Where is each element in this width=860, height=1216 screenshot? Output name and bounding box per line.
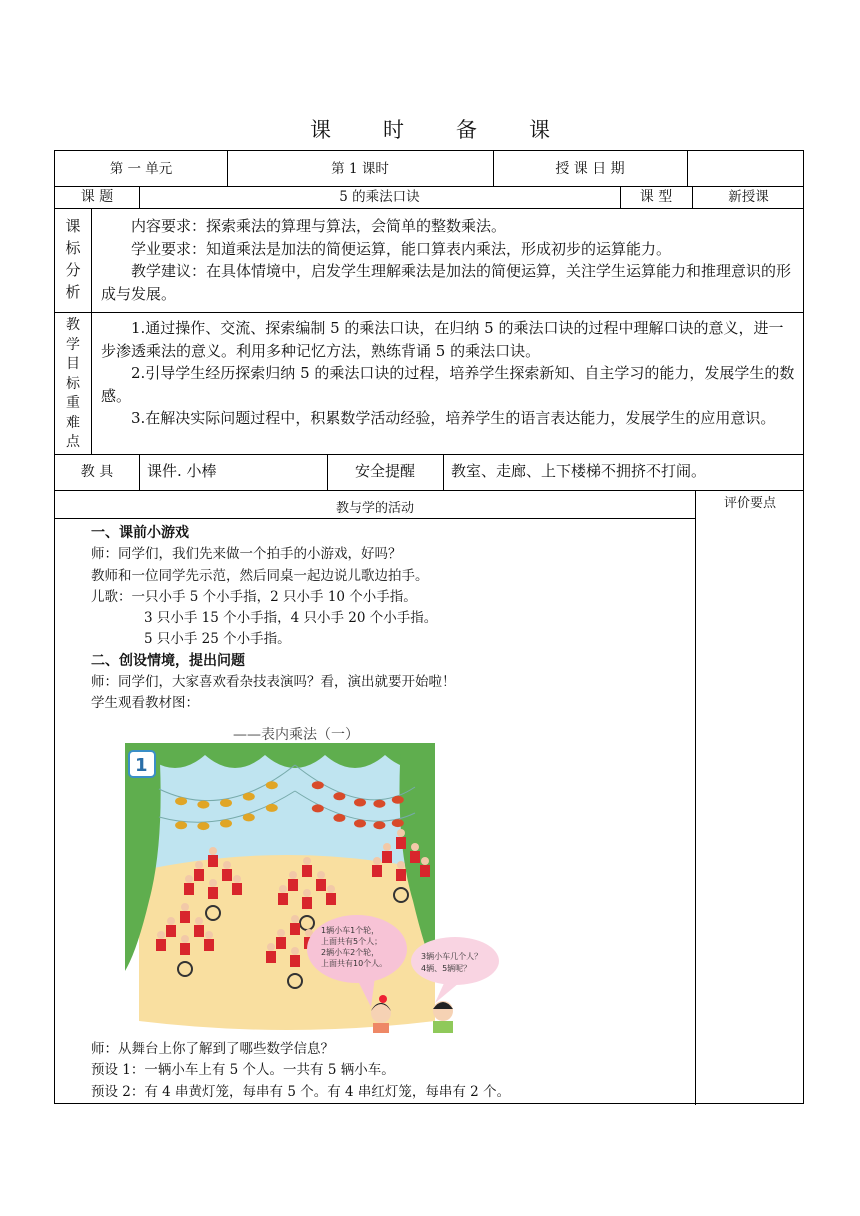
section-1-title: 一、课前小游戏 xyxy=(91,525,189,541)
lantern xyxy=(354,799,366,807)
lantern xyxy=(197,801,209,809)
figure-caption: ——表内乘法（一） xyxy=(233,727,359,743)
lantern xyxy=(266,804,278,812)
svg-text:1辆小车1个轮， 上面共有5个人；: 1辆小车1个轮， 上面共有5个人； 2辆小车2个轮， 上面共有10个人。 xyxy=(321,926,388,968)
unit-cell: 第 一 单元 xyxy=(109,161,173,177)
section-2-title: 二、创设情境，提出问题 xyxy=(91,652,245,669)
goals-text: 1.通过操作、交流、探索编制 5 的乘法口诀，在归纳 5 的乘法口诀的过程中理解口诀的意义，进一步渗透乘法的意义。利用多种记忆方法，熟练背诵 5 的乘法口诀。 2.引导学生经历探索归纳 5 的乘法口诀的过程，培养学生探索新知、自主学习的能力，发展学生的数感。 3.在解决实际问题过程中，积累数学活动经验，培养学生的语言表达能力，发展学生的应用意识。 xyxy=(101,319,795,427)
analysis-text: 内容要求：探索乘法的算理与算法，会简单的整数乘法。 学业要求：知道乘法是加法的简便运算，能口算表内乘法，形成初步的运算能力。 教学建议：在具体情境中，启发学生理解乘法是加法的简便运算，关注学生运算能力和推理意识的形成与发展。 xyxy=(101,217,792,303)
lantern xyxy=(333,792,345,800)
lantern xyxy=(392,796,404,804)
lantern xyxy=(197,822,209,830)
lantern xyxy=(312,804,324,812)
boy-character xyxy=(433,1001,453,1033)
lantern xyxy=(175,821,187,829)
lantern xyxy=(220,820,232,828)
lantern xyxy=(243,793,255,801)
lantern xyxy=(392,819,404,827)
lantern xyxy=(175,797,187,805)
type-value: 新授课 xyxy=(728,189,769,205)
safety-label: 安全提醒 xyxy=(354,462,415,480)
lantern xyxy=(373,821,385,829)
lantern xyxy=(243,813,255,821)
activity-body: 一、课前小游戏 师：同学们，我们先来做一个拍手的小游戏，好吗？ 教师和一位同学先示范，然后同桌一起边说儿歌边拍手。 儿歌：一只小手 5 个小手指，2 只小手 10 个小手指。 3 只小手 15 个小手指，4 只小手 20 个小手指。 5 只小手 25 个小手指。 二、创设情境，提出问题 师：同学们，大家喜欢看杂技表演吗？看，演出就要开始啦！ 学生观看教材图： xyxy=(91,523,691,715)
tools-value: 课件. 小棒 xyxy=(147,462,217,480)
lantern xyxy=(220,799,232,807)
activity-header: 教与学的活动 xyxy=(335,501,414,516)
evaluation-header: 评价要点 xyxy=(723,496,776,511)
goals-label: 教 学 目 标 重 难 点 xyxy=(66,317,80,450)
safety-value: 教室、走廊、上下楼梯不拥挤不打闹。 xyxy=(451,462,707,480)
lantern xyxy=(354,820,366,828)
lantern xyxy=(333,814,345,822)
topic-value: 5 的乘法口诀 xyxy=(339,189,420,205)
lantern xyxy=(266,781,278,789)
speech-bubble-boy xyxy=(411,937,499,985)
textbook-illustration xyxy=(125,721,505,1033)
lantern xyxy=(373,800,385,808)
svg-text:3辆小车几个人？ 4辆、5辆呢？: 3辆小车几个人？ 4辆、5辆呢？ xyxy=(421,952,483,973)
analysis-label: 课 标 分 析 xyxy=(65,217,81,301)
activity-body-continued: 师：从舞台上你了解到了哪些数学信息？ 预设 1：一辆小车上有 5 个人。一共有 5 辆小车。 预设 2：有 4 串黄灯笼，每串有 5 个。有 4 串红灯笼，每串有 2 个。 xyxy=(91,1041,511,1100)
tools-label: 教 具 xyxy=(80,464,114,480)
svg-text:1: 1 xyxy=(135,755,148,776)
lesson-plan-table xyxy=(54,150,804,1104)
date-label: 授 课 日 期 xyxy=(555,161,625,177)
page-title: 课 时 备 课 xyxy=(310,118,550,142)
type-label: 课 型 xyxy=(639,189,673,205)
lesson-cell: 第 1 课时 xyxy=(331,161,389,177)
lantern xyxy=(312,781,324,789)
topic-label: 课 题 xyxy=(80,189,114,205)
